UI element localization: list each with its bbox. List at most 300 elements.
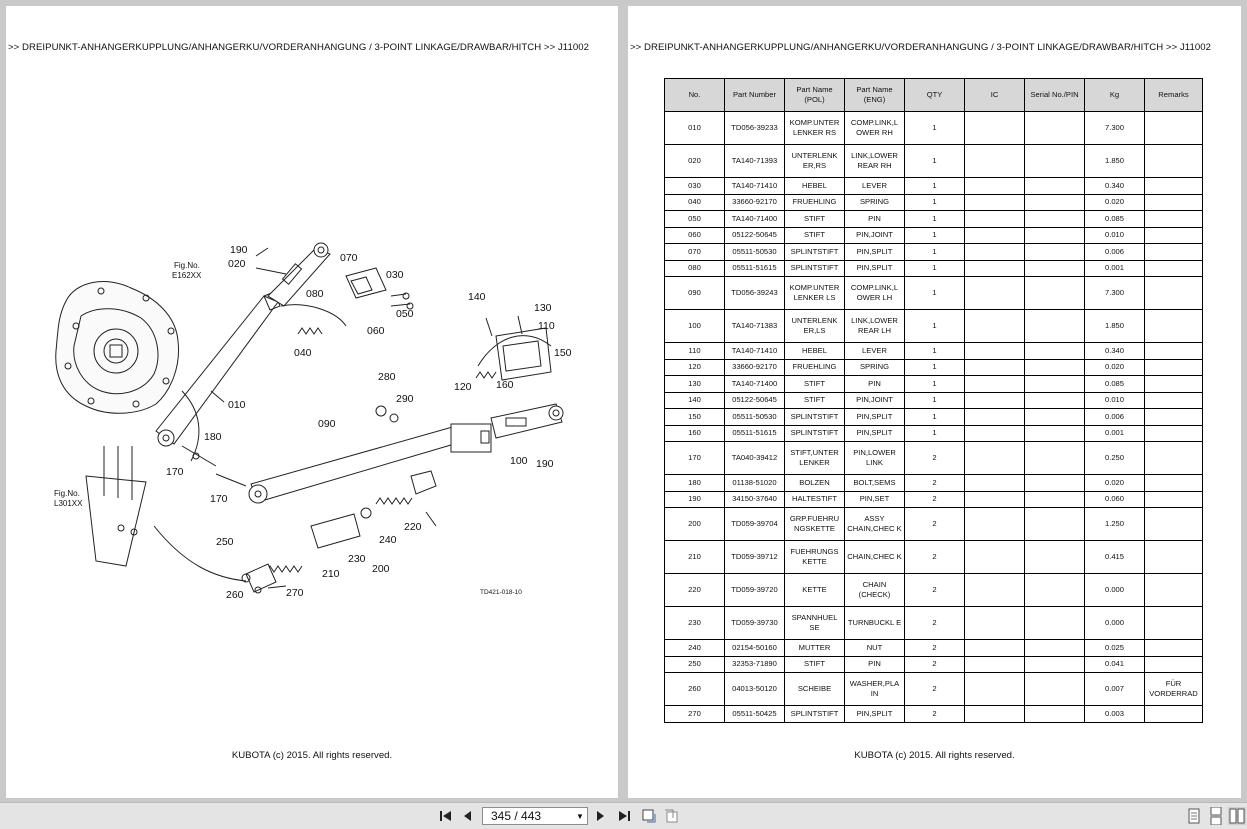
cell-part-name-pol: STIFT [785,376,845,393]
cell-part-name-pol: HEBEL [785,343,845,360]
next-page-button[interactable] [592,807,610,825]
callout-110: 110 [538,320,555,332]
cell-qty: 1 [905,392,965,409]
cell-qty: 2 [905,475,965,492]
callout-120: 120 [454,381,472,393]
cell-remarks [1145,343,1203,360]
cell-serial [1025,640,1085,657]
cell-part-number: 05511-50530 [725,409,785,426]
cell-remarks [1145,392,1203,409]
go-back-view-button[interactable] [640,807,658,825]
cell-serial [1025,607,1085,640]
cell-ic [965,442,1025,475]
cell-part-name-eng: TURNBUCKL E [845,607,905,640]
cell-qty: 1 [905,359,965,376]
callout-080: 080 [306,288,324,300]
table-row [665,178,1203,195]
cell-part-name-pol: STIFT,UNTER LENKER [785,442,845,475]
cell-kg: 0.250 [1085,442,1145,475]
table-row [665,508,1203,541]
cell-part-name-eng: PIN,SPLIT [845,260,905,277]
callout-210: 210 [322,568,340,580]
fig-ref-l301-line2: L301XX [54,499,83,508]
cell-part-number: 05122-50645 [725,392,785,409]
cell-ic [965,673,1025,706]
header-ic: IC [965,79,1025,112]
cell-no: 140 [665,392,725,409]
cell-part-name-pol: HALTESTIFT [785,491,845,508]
cell-part-name-eng: PIN [845,376,905,393]
table-row [665,475,1203,492]
cell-qty: 2 [905,656,965,673]
cell-part-name-pol: GRP.FUEHRU NGSKETTE [785,508,845,541]
cell-serial [1025,112,1085,145]
header-qty: QTY [905,79,965,112]
cell-serial [1025,194,1085,211]
cell-serial [1025,673,1085,706]
cell-no: 190 [665,491,725,508]
cell-qty: 1 [905,211,965,228]
cell-ic [965,640,1025,657]
cell-no: 170 [665,442,725,475]
cell-serial [1025,376,1085,393]
cell-serial [1025,508,1085,541]
cell-no: 210 [665,541,725,574]
last-page-button[interactable] [614,807,634,825]
cell-kg: 0.020 [1085,194,1145,211]
cell-kg: 0.001 [1085,425,1145,442]
cell-part-name-eng: PIN,JOINT [845,392,905,409]
page-indicator: 345 / 443 [491,809,542,823]
breadcrumb-left: >> DREIPUNKT-ANHANGERKUPPLUNG/ANHANGERKU/VORDERANHANGUNG / 3-POINT LINKAGE/DRAWBAR/HITCH >> J11002 [8,42,590,53]
cell-ic [965,574,1025,607]
table-row [665,574,1203,607]
exploded-parts-diagram [6,6,618,798]
cell-remarks [1145,244,1203,261]
cell-kg: 0.000 [1085,607,1145,640]
cell-no: 030 [665,178,725,195]
cell-part-name-eng: SPRING [845,194,905,211]
single-page-view-button[interactable] [1186,807,1202,825]
callout-130: 130 [534,302,552,314]
two-page-icon [1229,808,1245,824]
cell-no: 220 [665,574,725,607]
cell-part-number: TA040-39412 [725,442,785,475]
callout-180: 180 [204,431,222,443]
cell-part-name-eng: PIN,SPLIT [845,425,905,442]
cell-no: 150 [665,409,725,426]
table-row [665,376,1203,393]
table-row [665,244,1203,261]
cell-part-name-pol: SCHEIBE [785,673,845,706]
cell-serial [1025,260,1085,277]
cell-ic [965,277,1025,310]
cell-serial [1025,343,1085,360]
cell-qty: 1 [905,425,965,442]
cell-kg: 0.020 [1085,475,1145,492]
cell-no: 090 [665,277,725,310]
cell-remarks [1145,178,1203,195]
cell-part-number: TD056-39243 [725,277,785,310]
cell-part-name-eng: NUT [845,640,905,657]
cell-kg: 0.340 [1085,343,1145,360]
cell-part-name-pol: FRUEHLING [785,194,845,211]
header-kg: Kg [1085,79,1145,112]
cell-remarks [1145,656,1203,673]
cell-part-name-eng: BOLT,SEMS [845,475,905,492]
cell-remarks [1145,310,1203,343]
cell-no: 040 [665,194,725,211]
cell-kg: 0.020 [1085,359,1145,376]
cell-ic [965,607,1025,640]
table-row [665,392,1203,409]
table-row [665,425,1203,442]
cell-serial [1025,211,1085,228]
cell-ic [965,376,1025,393]
cell-part-name-pol: UNTERLENK ER,RS [785,145,845,178]
cell-part-name-pol: SPANNHUEL SE [785,607,845,640]
cell-qty: 2 [905,640,965,657]
cell-ic [965,227,1025,244]
cell-part-name-pol: KETTE [785,574,845,607]
back-view-icon [641,808,657,824]
cell-kg: 0.025 [1085,640,1145,657]
cell-remarks [1145,508,1203,541]
table-row [665,227,1203,244]
cell-kg: 0.003 [1085,706,1145,723]
cell-remarks [1145,277,1203,310]
cell-qty: 1 [905,112,965,145]
cell-qty: 1 [905,310,965,343]
cell-kg: 0.085 [1085,376,1145,393]
cell-part-number: 05511-50425 [725,706,785,723]
cell-part-number: 02154-50160 [725,640,785,657]
cell-part-name-eng: PIN,JOINT [845,227,905,244]
cell-part-name-eng: PIN,LOWER LINK [845,442,905,475]
header-no: No. [665,79,725,112]
cell-part-number: TD056-39233 [725,112,785,145]
continuous-view-button[interactable] [1208,807,1224,825]
cell-remarks [1145,706,1203,723]
callout-090: 090 [318,418,336,430]
cell-serial [1025,409,1085,426]
callout-030: 030 [386,269,404,281]
cell-ic [965,491,1025,508]
cell-kg: 0.006 [1085,244,1145,261]
previous-page-icon [462,810,472,822]
cell-ic [965,194,1025,211]
cell-kg: 0.085 [1085,211,1145,228]
cell-kg: 0.006 [1085,409,1145,426]
cell-kg: 0.010 [1085,392,1145,409]
cell-serial [1025,277,1085,310]
cell-no: 010 [665,112,725,145]
cell-part-name-pol: STIFT [785,392,845,409]
cell-kg: 1.850 [1085,145,1145,178]
callout-290: 290 [396,393,414,405]
fig-ref-e162-line1: Fig.No. [174,261,200,270]
cell-no: 020 [665,145,725,178]
cell-ic [965,112,1025,145]
cell-part-name-eng: COMP.LINK,L OWER LH [845,277,905,310]
cell-part-number: 04013-50120 [725,673,785,706]
cell-part-name-pol: MUTTER [785,640,845,657]
table-row [665,706,1203,723]
cell-serial [1025,475,1085,492]
single-page-icon [1188,808,1200,824]
cell-ic [965,706,1025,723]
cell-remarks [1145,491,1203,508]
cell-part-number: 05122-50645 [725,227,785,244]
cell-kg: 0.010 [1085,227,1145,244]
cell-no: 270 [665,706,725,723]
page-left [6,6,618,798]
cell-kg: 0.007 [1085,673,1145,706]
two-page-view-button[interactable] [1228,807,1246,825]
table-row [665,343,1203,360]
callout-250: 250 [216,536,234,548]
cell-ic [965,508,1025,541]
footer-right: KUBOTA (c) 2015. All rights reserved. [854,750,1015,761]
breadcrumb-right: >> DREIPUNKT-ANHANGERKUPPLUNG/ANHANGERKU/VORDERANHANGUNG / 3-POINT LINKAGE/DRAWBAR/HITCH >> J11002 [630,42,1212,53]
cell-part-name-pol: HEBEL [785,178,845,195]
table-row [665,656,1203,673]
cell-no: 180 [665,475,725,492]
cell-kg: 0.041 [1085,656,1145,673]
cell-ic [965,425,1025,442]
cell-part-number: TD059-39720 [725,574,785,607]
cell-serial [1025,491,1085,508]
callout-280: 280 [378,371,396,383]
cell-part-number: TA140-71400 [725,376,785,393]
cell-part-name-eng: PIN,SPLIT [845,409,905,426]
cell-serial [1025,425,1085,442]
table-row [665,673,1203,706]
next-page-icon [596,810,606,822]
parts-table [664,78,1203,723]
cell-kg: 0.001 [1085,260,1145,277]
cell-serial [1025,392,1085,409]
cell-no: 250 [665,656,725,673]
table-row [665,491,1203,508]
cell-no: 060 [665,227,725,244]
cell-ic [965,475,1025,492]
page-right [628,6,1241,798]
cell-no: 130 [665,376,725,393]
cell-no: 240 [665,640,725,657]
dropdown-arrow-icon: ▼ [576,811,584,821]
cell-qty: 2 [905,673,965,706]
cell-no: 160 [665,425,725,442]
cell-part-name-eng: PIN,SPLIT [845,706,905,723]
cell-part-number: 34150-37640 [725,491,785,508]
table-row [665,640,1203,657]
cell-remarks [1145,541,1203,574]
cell-part-number: TA140-71410 [725,178,785,195]
cell-remarks [1145,112,1203,145]
forward-view-icon [663,808,679,824]
cell-part-name-pol: SPLINTSTIFT [785,244,845,261]
cell-serial [1025,244,1085,261]
cell-part-name-eng: COMP.LINK,L OWER RH [845,112,905,145]
table-row [665,211,1203,228]
table-header-row [665,79,1203,112]
table-row [665,409,1203,426]
cell-part-name-pol: STIFT [785,227,845,244]
continuous-page-icon [1210,807,1222,825]
cell-part-name-eng: WASHER,PLA IN [845,673,905,706]
cell-remarks [1145,359,1203,376]
table-row [665,145,1203,178]
cell-no: 260 [665,673,725,706]
callout-160: 160 [496,379,514,391]
cell-part-name-pol: KOMP.UNTER LENKER RS [785,112,845,145]
cell-part-name-eng: LINK,LOWER REAR LH [845,310,905,343]
callout-270: 270 [286,587,304,599]
cell-ic [965,244,1025,261]
cell-part-name-pol: STIFT [785,211,845,228]
fig-ref-e162-line2: E162XX [172,271,202,280]
cell-remarks [1145,425,1203,442]
cell-part-number: 01138-51020 [725,475,785,492]
callout-170b: 170 [210,493,228,505]
cell-qty: 2 [905,607,965,640]
cell-qty: 1 [905,260,965,277]
cell-serial [1025,310,1085,343]
header-serial: Serial No./PIN [1025,79,1085,112]
cell-qty: 1 [905,409,965,426]
table-row [665,442,1203,475]
cell-remarks [1145,409,1203,426]
cell-part-name-eng: PIN [845,656,905,673]
callout-040: 040 [294,347,312,359]
table-row [665,112,1203,145]
cell-part-number: TD059-39712 [725,541,785,574]
cell-part-name-pol: FRUEHLING [785,359,845,376]
cell-part-number: TA140-71393 [725,145,785,178]
callout-100: 100 [510,455,528,467]
cell-qty: 1 [905,178,965,195]
cell-part-name-pol: STIFT [785,656,845,673]
cell-part-name-eng: PIN,SPLIT [845,244,905,261]
header-remarks: Remarks [1145,79,1203,112]
table-row [665,541,1203,574]
callout-170a: 170 [166,466,184,478]
cell-kg: 7.300 [1085,277,1145,310]
table-row [665,260,1203,277]
cell-part-name-eng: CHAIN,CHEC K [845,541,905,574]
cell-kg: 7.300 [1085,112,1145,145]
cell-kg: 1.850 [1085,310,1145,343]
cell-remarks: FÜR VORDERRAD [1145,673,1203,706]
cell-part-name-pol: SPLINTSTIFT [785,260,845,277]
cell-ic [965,310,1025,343]
table-row [665,194,1203,211]
cell-remarks [1145,260,1203,277]
page-number-select[interactable] [482,807,588,825]
cell-part-name-eng: PIN,SET [845,491,905,508]
cell-part-name-eng: CHAIN (CHECK) [845,574,905,607]
cell-part-number: TA140-71410 [725,343,785,360]
cell-kg: 0.060 [1085,491,1145,508]
cell-qty: 1 [905,145,965,178]
cell-part-name-eng: LEVER [845,343,905,360]
cell-remarks [1145,194,1203,211]
fig-ref-l301-line1: Fig.No. [54,489,80,498]
callout-050: 050 [396,308,414,320]
cell-kg: 0.340 [1085,178,1145,195]
callout-140: 140 [468,291,486,303]
go-forward-view-button[interactable] [662,807,680,825]
cell-qty: 1 [905,343,965,360]
cell-kg: 0.000 [1085,574,1145,607]
cell-part-number: 05511-51615 [725,260,785,277]
cell-no: 200 [665,508,725,541]
cell-qty: 2 [905,491,965,508]
cell-part-name-eng: PIN [845,211,905,228]
table-row [665,607,1203,640]
first-page-icon [439,810,453,822]
cell-part-name-pol: FUEHRUNGS KETTE [785,541,845,574]
cell-ic [965,178,1025,195]
cell-kg: 0.415 [1085,541,1145,574]
cell-part-number: 05511-50530 [725,244,785,261]
cell-qty: 2 [905,541,965,574]
cell-ic [965,541,1025,574]
callout-020: 020 [228,258,246,270]
callout-200: 200 [372,563,390,575]
cell-qty: 2 [905,574,965,607]
cell-remarks [1145,211,1203,228]
cell-qty: 2 [905,706,965,723]
previous-page-button[interactable] [458,807,476,825]
callout-240: 240 [379,534,397,546]
cell-remarks [1145,376,1203,393]
cell-part-number: 33660-92170 [725,194,785,211]
header-part-name-eng: Part Name (ENG) [845,79,905,112]
cell-no: 100 [665,310,725,343]
cell-no: 050 [665,211,725,228]
cell-part-number: TD059-39730 [725,607,785,640]
cell-no: 230 [665,607,725,640]
cell-serial [1025,541,1085,574]
cell-part-name-pol: SPLINTSTIFT [785,425,845,442]
cell-remarks [1145,475,1203,492]
cell-part-name-eng: SPRING [845,359,905,376]
cell-remarks [1145,607,1203,640]
cell-no: 120 [665,359,725,376]
callout-260: 260 [226,589,244,601]
footer-left: KUBOTA (c) 2015. All rights reserved. [231,750,393,761]
cell-qty: 2 [905,508,965,541]
cell-part-name-pol: BOLZEN [785,475,845,492]
cell-part-name-pol: KOMP.UNTER LENKER LS [785,277,845,310]
cell-part-number: 32353-71890 [725,656,785,673]
callout-150: 150 [554,347,572,359]
cell-part-number: TA140-71383 [725,310,785,343]
cell-remarks [1145,227,1203,244]
cell-qty: 1 [905,376,965,393]
viewer-toolbar [0,802,1247,829]
cell-serial [1025,574,1085,607]
cell-kg: 1.250 [1085,508,1145,541]
table-row [665,310,1203,343]
first-page-button[interactable] [436,807,456,825]
cell-ic [965,392,1025,409]
cell-part-name-eng: LEVER [845,178,905,195]
cell-qty: 1 [905,277,965,310]
cell-part-name-pol: UNTERLENK ER,LS [785,310,845,343]
